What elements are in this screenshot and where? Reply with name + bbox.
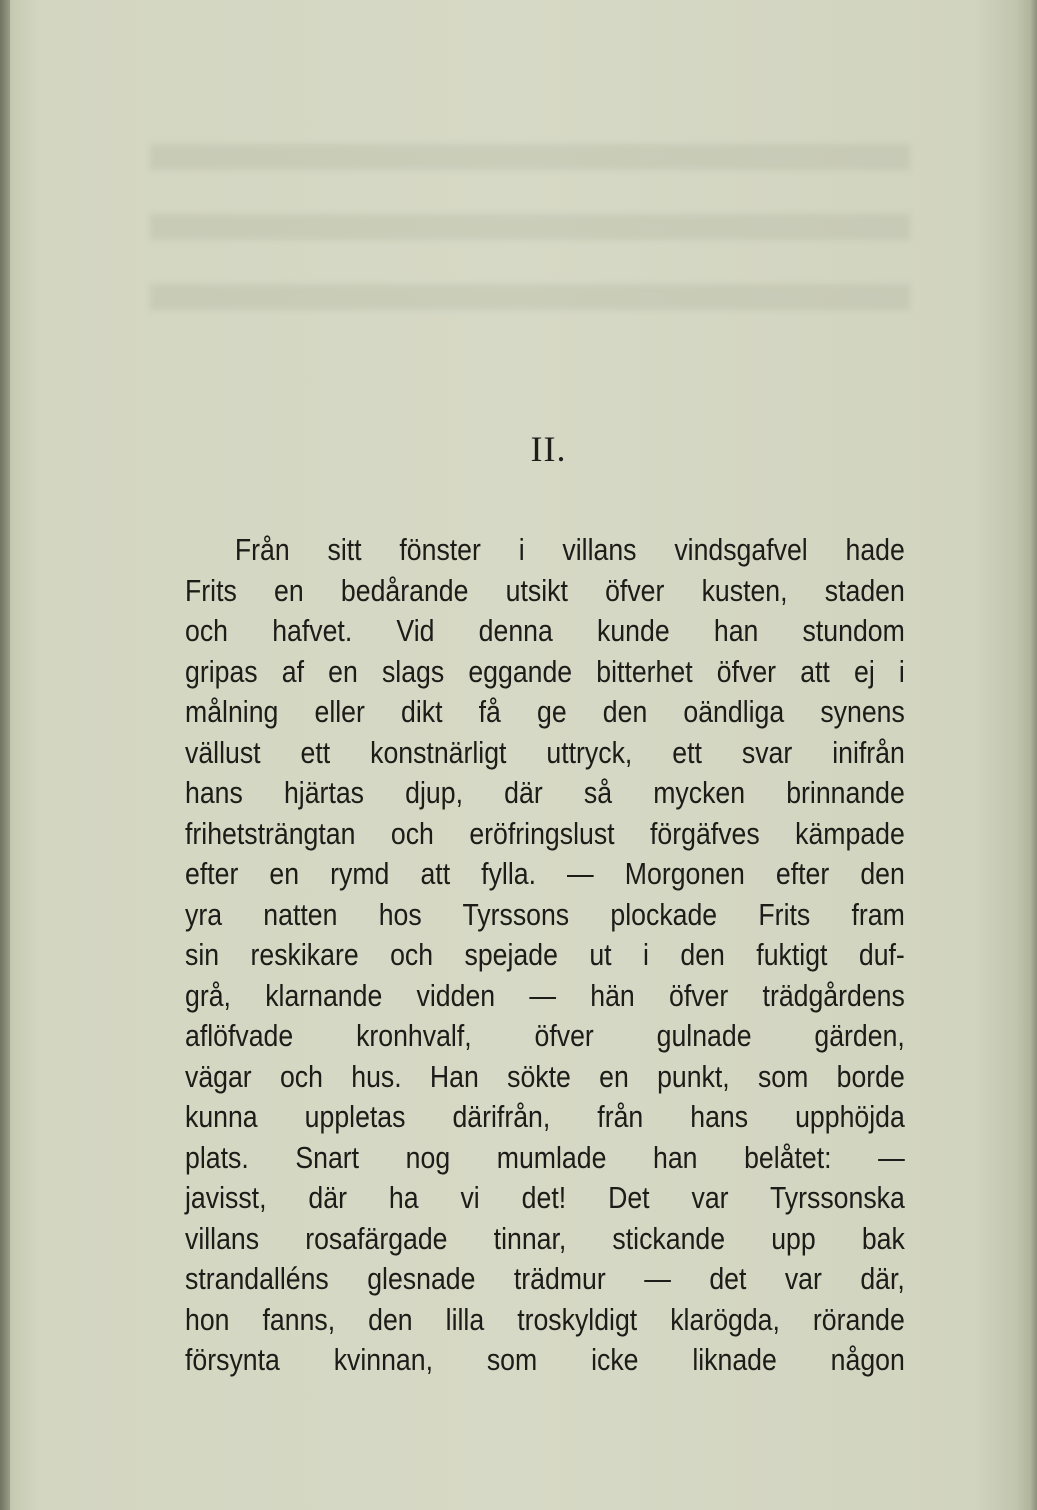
chapter-number: II. bbox=[530, 429, 567, 469]
text-line: grå, klarnande vidden — hän öfver trädgårdens bbox=[185, 977, 905, 1013]
text-line: Från sitt fönster i villans vindsgafvel hade bbox=[234, 532, 905, 567]
text-line: vällust ett konstnärligt uttryck, ett svar inifrån bbox=[185, 734, 905, 770]
text-line: javisst, där ha vi det! Det var Tyrssonska bbox=[185, 1180, 905, 1215]
page-left-edge bbox=[0, 0, 10, 1510]
chapter-heading bbox=[0, 428, 1037, 470]
bleed-through-shadow bbox=[150, 100, 910, 340]
page-right-edge bbox=[1029, 0, 1037, 1510]
text-line: vägar och hus. Han sökte en punkt, som borde bbox=[185, 1058, 905, 1094]
text-line: försynta kvinnan, som icke liknade någon bbox=[185, 1342, 905, 1377]
text-line: kunna uppletas därifrån, från hans upphöjda bbox=[185, 1099, 905, 1134]
text-line: frihetsträngtan och eröfringslust förgäfves kämpade bbox=[185, 815, 905, 851]
text-line: plats. Snart nog mumlade han belåtet: — bbox=[185, 1139, 905, 1175]
text-line: och hafvet. Vid denna kunde han stundom bbox=[185, 613, 905, 648]
text-line: strandalléns glesnade trädmur — det var där, bbox=[185, 1261, 905, 1296]
text-line: sin reskikare och spejade ut i den fuktigt duf- bbox=[185, 937, 905, 972]
text-line: gripas af en slags eggande bitterhet öfver att ej i bbox=[185, 653, 905, 689]
text-line: villans rosafärgade tinnar, stickande upp bak bbox=[185, 1220, 905, 1256]
text-line: aflöfvade kronhvalf, öfver gulnade gärden, bbox=[185, 1018, 905, 1053]
text-line: Frits en bedårande utsikt öfver kusten, staden bbox=[185, 572, 905, 608]
text-line: yra natten hos Tyrssons plockade Frits fram bbox=[185, 896, 905, 932]
paragraph bbox=[185, 530, 905, 1381]
text-line: målning eller dikt få ge den oändliga synens bbox=[185, 694, 905, 729]
text-line: hon fanns, den lilla troskyldigt klarögda, rörande bbox=[185, 1301, 905, 1337]
text-line: efter en rymd att fylla. — Morgonen efter den bbox=[185, 856, 905, 891]
text-line: hans hjärtas djup, där så mycken brinnande bbox=[185, 775, 905, 810]
